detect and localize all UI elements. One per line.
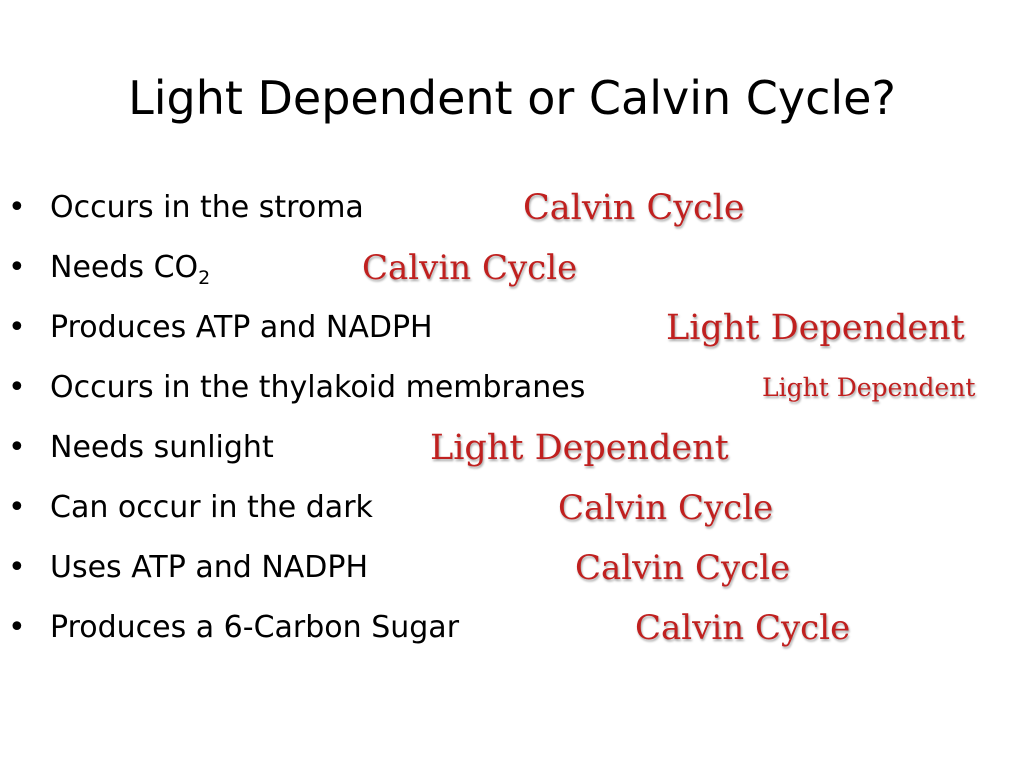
statement-subscript: 2 xyxy=(198,267,211,289)
statement-text: Needs sunlight xyxy=(50,430,274,465)
statement-text: Produces ATP and NADPH xyxy=(50,310,433,345)
answer-label: Light Dependent xyxy=(762,373,976,402)
answer-label: Light Dependent xyxy=(430,428,729,468)
statement-main: Needs CO xyxy=(50,250,199,285)
statement-text: Occurs in the thylakoid membranes xyxy=(50,370,586,405)
bullet-icon: • xyxy=(8,250,26,285)
bullet-icon: • xyxy=(8,430,26,465)
answer-label: Calvin Cycle xyxy=(558,488,774,528)
list-item-dark xyxy=(0,478,1024,538)
statement-text: Uses ATP and NADPH xyxy=(50,550,369,585)
bullet-icon: • xyxy=(8,610,26,645)
list-item-sunlight xyxy=(0,418,1024,478)
list-item-stroma xyxy=(0,178,1024,238)
answer-label: Calvin Cycle xyxy=(575,548,791,588)
answer-label: Calvin Cycle xyxy=(635,608,851,648)
list-item-produces-atp xyxy=(0,298,1024,358)
slide-title: Light Dependent or Calvin Cycle? xyxy=(128,71,896,125)
bullet-icon: • xyxy=(8,310,26,345)
list-item-uses-atp xyxy=(0,538,1024,598)
answer-label: Calvin Cycle xyxy=(523,188,745,228)
bullet-icon: • xyxy=(8,550,26,585)
statement-text: Produces a 6-Carbon Sugar xyxy=(50,610,460,645)
answer-label: Calvin Cycle xyxy=(362,248,578,288)
list-item-sugar xyxy=(0,598,1024,658)
list-item-thylakoid xyxy=(0,358,1024,418)
bullet-icon: • xyxy=(8,370,26,405)
answer-label: Light Dependent xyxy=(666,308,965,348)
bullet-icon: • xyxy=(8,190,26,225)
bullet-icon: • xyxy=(8,490,26,525)
list-item-co2 xyxy=(0,238,1024,298)
statement-text: Can occur in the dark xyxy=(50,490,373,525)
statement-text: Occurs in the stroma xyxy=(50,190,364,225)
statement-text xyxy=(50,238,210,298)
